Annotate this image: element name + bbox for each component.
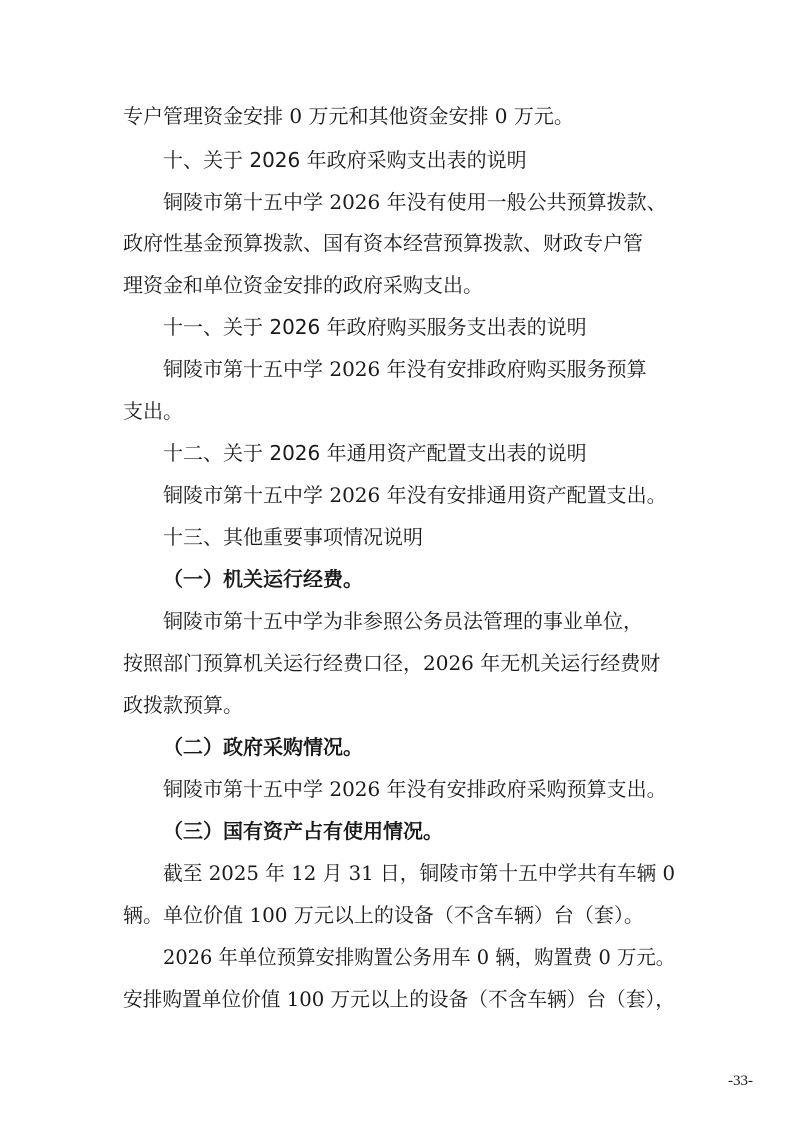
- page-number: -33-: [728, 1073, 753, 1089]
- paragraph-line: 辆。单位价值 100 万元以上的设备（不含车辆）台（套）。: [123, 903, 644, 927]
- section-heading-10: 十、关于 2026 年政府采购支出表的说明: [163, 148, 527, 172]
- paragraph-line: 铜陵市第十五中学 2026 年没有安排通用资产配置支出。: [163, 483, 667, 507]
- paragraph-line: 理资金和单位资金安排的政府采购支出。: [123, 273, 483, 297]
- subheading-3: （三）国有资产占有使用情况。: [163, 819, 443, 843]
- paragraph-line: 政拨款预算。: [123, 693, 243, 717]
- paragraph-line: 专户管理资金安排 0 万元和其他资金安排 0 万元。: [123, 104, 574, 128]
- subheading-1: （一）机关运行经费。: [163, 567, 363, 591]
- section-heading-13: 十三、其他重要事项情况说明: [163, 525, 423, 549]
- section-heading-12: 十二、关于 2026 年通用资产配置支出表的说明: [163, 441, 587, 465]
- paragraph-line: 铜陵市第十五中学 2026 年没有使用一般公共预算拨款、: [163, 190, 667, 214]
- paragraph-line: 铜陵市第十五中学 2026 年没有安排政府购买服务预算: [163, 357, 647, 381]
- paragraph-line: 政府性基金预算拨款、国有资本经营预算拨款、财政专户管: [123, 231, 643, 255]
- subheading-2: （二）政府采购情况。: [163, 735, 363, 759]
- paragraph-line: 截至 2025 年 12 月 31 日，铜陵市第十五中学共有车辆 0: [163, 861, 676, 885]
- paragraph-line: 支出。: [123, 399, 183, 423]
- paragraph-line: 2026 年单位预算安排购置公务用车 0 辆，购置费 0 万元。: [163, 945, 676, 969]
- paragraph-line: 安排购置单位价值 100 万元以上的设备（不含车辆）台（套），: [123, 987, 675, 1011]
- paragraph-line: 铜陵市第十五中学 2026 年没有安排政府采购预算支出。: [163, 777, 667, 801]
- section-heading-11: 十一、关于 2026 年政府购买服务支出表的说明: [163, 315, 587, 339]
- paragraph-line: 按照部门预算机关运行经费口径，2026 年无机关运行经费财: [123, 651, 661, 675]
- paragraph-line: 铜陵市第十五中学为非参照公务员法管理的事业单位，: [163, 609, 643, 633]
